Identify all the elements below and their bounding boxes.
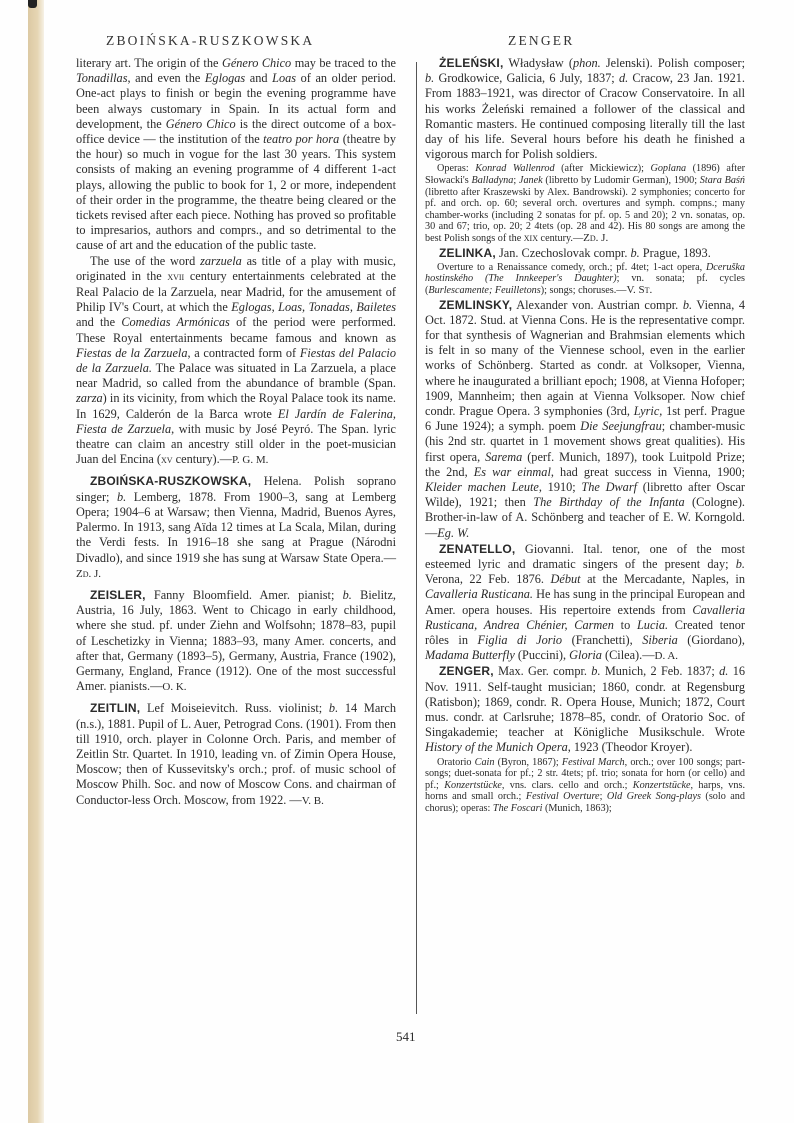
italic-run: Siberia [642, 633, 678, 648]
contributor-initials: V. B. [301, 794, 324, 807]
text-run: Lef Moiseievitch. Russ. violinist; [140, 701, 329, 716]
entry-zelinka [425, 246, 745, 261]
column-divider [416, 62, 417, 1014]
entry-zeisler [76, 588, 396, 695]
small-caps-run: xix [523, 231, 538, 244]
text-run: may be traced to the [291, 56, 396, 70]
italic-run: phon. [573, 56, 601, 70]
text-run: Created tenor rôles in [425, 617, 746, 648]
small-caps-run: xv [161, 454, 173, 467]
text-run: (Giordano), [677, 633, 745, 648]
text-run: (perf. Munich, 1897), took Luitpold Prize; the 2nd, [425, 449, 745, 479]
italic-run: Goplana [650, 163, 687, 175]
text-run: (solo and chorus); operas: [425, 791, 745, 815]
text-run: Oratorio [437, 756, 475, 768]
text-run: , had great success in Vienna, 1900; [550, 464, 745, 479]
italic-run: Loas [272, 71, 297, 86]
text-run: (Cilea).— [601, 648, 655, 663]
text-run: century).— [172, 452, 233, 467]
text-run: and [245, 71, 273, 86]
italic-run: Festival Overture [525, 791, 600, 803]
text-run: Lemberg, 1878. From 1900–3, sang at Lemberg Opera; 1904–6 at Warsaw; then Vienna, Madrid, Buenos Ayres, Palermo. In 1913, sang Aïda 12 times at La Scala, Milan, during the Verdi fests. In 1916–18 she sang at Prague (Národni Divadlo), and since 1919 she has sung at Warsaw State Opera.— [76, 489, 396, 565]
entry-zboinska [76, 474, 396, 581]
italic-run: Balladyna [471, 175, 514, 187]
text-run: Bielitz, Austria, 16 July, 1863. Went to Chicago in early childhood, where she stud. pf. under Ziehn and Wolfsohn; 1878–83, pupil of Leschetizky in Vienna; 1883–93, many Amer. concerts, and after that, Germany (1893–5), Germany, Austria, France (1902), Germany, England, France (1912). One of the most successful Amer. pianists.— [76, 587, 397, 694]
entry-zeitlin [76, 701, 396, 808]
italic-run: Es war einmal [473, 464, 551, 479]
entry-headword: ZENGER, [439, 664, 494, 679]
italic-run: b. [630, 245, 640, 260]
running-head-left: ZBOIŃSKA-RUSZKOWSKA [106, 33, 315, 48]
text-run: ; [513, 175, 519, 187]
right-column [425, 56, 745, 816]
text-run: ); songs; choruses.— [540, 284, 627, 296]
text-run: of the period were performed. These Royal entertainments became famous and known as [76, 315, 396, 345]
contributor-initials: D. A. [654, 650, 679, 663]
text-run: Jelenski). Polish composer; [600, 56, 745, 70]
italic-run: Dceruška hostinského (The Innkeeper's Daughter) [425, 261, 745, 285]
italic-run: Tonadillas [76, 71, 128, 86]
contributor-initials: O. K. [162, 681, 187, 694]
italic-run: Cain [474, 756, 495, 768]
text-run: (after Mickiewicz); [554, 163, 651, 175]
entry-zemlinsky [425, 298, 745, 542]
italic-run: El Jardín de Falerina, Fiesta de Zarzuela [76, 406, 397, 436]
text-run: (Byron, 1867); [494, 756, 562, 768]
italic-run: Fiestas del Palacio de la Zarzuela. [76, 345, 396, 376]
text-run: Jan. Czechoslovak compr. [495, 245, 631, 260]
text-run: century entertainments celebrated at the Real Palacio de la Zarzuela, near Madrid, for the amusement of Philip IV's Court, at which the [76, 268, 396, 315]
italic-run: b. [342, 587, 352, 602]
text-run: to [613, 617, 637, 632]
italic-run: Konrad Wallenrod [475, 163, 555, 175]
text-run: Fanny Bloomfield. Amer. pianist; [145, 587, 343, 602]
text-run: (libretto by Ludomir German), 1900; [542, 175, 700, 187]
italic-run: Die Seejungfrau [580, 419, 662, 434]
text-run: Cracow, 23 Jan. 1921. From 1883–1921, was director of Cracow Conservatoire. In all his works Żeleński remained a follower of the classical and Romantic masters. He continued composing literally till the last day of his life. Several hours before his death he finished a vigorous march for Polish soldiers. [425, 71, 746, 162]
italic-run: History of the Munich Opera [425, 740, 568, 755]
italic-run: Festival March [561, 756, 625, 768]
text-run: Grodkowice, Galicia, 6 July, 1837; [434, 71, 619, 86]
italic-run: d. [719, 664, 729, 679]
works-list-zelinka [425, 262, 745, 297]
text-run: Overture to a Renaissance comedy, orch.; pf. 4tet; 1-act opera, [437, 261, 706, 273]
entry-headword: ZEISLER, [90, 587, 146, 602]
text-run: of an older period. One-act plays to finish or begin the evening programme have been always customary in Spain. In its actual form and development, the [76, 71, 396, 131]
text-run: , vns. clars. cello and orch.; [501, 779, 633, 791]
page-number: 541 [396, 1029, 416, 1044]
italic-run: The Foscari [492, 803, 543, 815]
italic-run: Stara Baśń [699, 175, 745, 187]
text-run: Helena. Polish soprano singer; [76, 474, 396, 504]
italic-run: b. [591, 664, 601, 679]
text-run: 14 March (n.s.), 1881. Pupil of L. Auer, Petrograd Cons. (1901). From then till 1910, orch. player in Colonne Orch. Paris, and member of Zeitlin Str. Quartet. In 1910, leading vn. of Zimin Opera House, Moscow; then of Kussevitsky's orch.; prof. of music school of Moscow Philh. Soc. and now of Moscow Cons. and chairman of Conductor-less Orch. Moscow, from 1922. — [76, 701, 396, 807]
text-run: Verona, 22 Feb. 1876. [425, 572, 551, 587]
text-run: , 1910; [538, 480, 582, 494]
contributor-initials: V. St. [626, 283, 653, 296]
entry-headword: ZELINKA, [439, 245, 496, 260]
text-run: Prague, 1893. [639, 245, 711, 260]
italic-run: b. [735, 557, 745, 572]
italic-run: Figlia di Jorio [477, 633, 563, 648]
italic-run: Konzertstücke [444, 779, 502, 791]
small-caps-run: xvii [167, 270, 185, 283]
text-run: Giovanni. Ital. tenor, one of the most esteemed lyric and dramatic singers of the present day; [425, 541, 745, 572]
text-run: ; chamber-music (his 2nd str. quartet in 1 movement shows great qualities). His first opera, [425, 419, 746, 464]
italic-run: b. [117, 489, 127, 504]
text-run: He has sung in the principal European and Amer. opera houses. His repertoire extends from [425, 587, 745, 617]
text-run: ) in its vicinity, from which the Royal Palace took its name. In 1629, Calderón de la Barca wrote [76, 391, 396, 421]
italic-run: d. [618, 71, 629, 86]
text-run: ; vn. sonata; pf. cycles ( [425, 273, 745, 296]
text-run: The Palace was situated in La Zarzuela, a place near Madrid, so called from the abundance of bramble (Span. [76, 361, 397, 391]
zarzuela-paragraph-1 [76, 56, 396, 254]
text-run: (Munich, 1863); [542, 803, 612, 815]
italic-run: Comedias Armónicas [121, 315, 230, 330]
italic-run: Début [550, 572, 581, 587]
text-run: Alexander von. Austrian compr. [512, 297, 683, 312]
entry-zelenski [425, 56, 745, 162]
text-run: , with music by José Peyró. The Span. lyric theatre can claim an ancestry still older in the poet-musician Juan del Encina ( [76, 421, 396, 467]
italic-run: Janek [518, 175, 543, 187]
page-edge-binding [28, 0, 44, 1123]
text-run: century.— [538, 232, 584, 244]
text-run: at the Mercadante, Naples, in [580, 572, 745, 587]
text-run: Max. Ger. compr. [493, 664, 592, 679]
text-run: (Franchetti), [562, 633, 643, 648]
text-run: literary art. The origin of the [76, 56, 222, 70]
text-run: is the direct outcome of a box-office device — the institution of the [76, 116, 396, 147]
italic-run: Kleider machen Leute [425, 480, 539, 494]
italic-run: Sarema [485, 449, 523, 464]
scan-mark [28, 0, 37, 8]
text-run: , and even the [127, 71, 205, 86]
text-run: Vienna, 4 Oct. 1872. Stud. at Vienna Cons. He is the representative compr. for that synthesis of Wagnerian and Brahmsian elements which is felt in so many of the Viennese school, even in the earlier works of Schönberg. Started as condr. at Volksoper, Vienna, where he inaugurated a brilliant epoch; 1908, at Vienna Hofoper; 1909, Mannheim; then again at Vienna Volksoper. Now chief condr. Prague Opera. 3 symphonies (3rd, [425, 297, 746, 418]
italic-run: b. [328, 701, 339, 716]
running-head-right: ZENGER [508, 33, 575, 48]
italic-run: Konzertstücke [632, 779, 691, 791]
italic-run: Lyric, [633, 403, 663, 418]
contributor-initials: Zd. J. [583, 231, 609, 244]
text-run: Operas: [437, 163, 476, 175]
italic-run: Cavalleria Rusticana. [425, 587, 533, 602]
italic-run: b. [682, 297, 693, 312]
italic-run: Fiestas de la Zarzuela [76, 345, 188, 360]
left-column [76, 56, 396, 809]
text-run: 1st perf. Prague 6 June 1924); a symph. poem [425, 403, 746, 434]
text-run: The use of the word [90, 253, 201, 268]
italic-run: Madama Butterfly [425, 648, 515, 663]
text-run: Władysław ( [503, 56, 574, 70]
entry-zenatello [425, 542, 745, 665]
entry-headword: ZBOIŃSKA-RUSZKOWSKA, [90, 474, 252, 489]
text-run: , orch.; over 100 songs; part-songs; duet-sonata for pf.; 2 str. 4tets; pf. trio; sonata for horn (or cello) and pf.; [425, 756, 745, 791]
italic-run: Old Greek Song-plays [606, 791, 701, 803]
text-run: (Puccini), [514, 648, 570, 663]
text-run: , harps, vns. horns and small orch.; [425, 779, 745, 803]
entry-headword: ŻELEŃSKI, [439, 56, 504, 70]
text-run: Munich, 2 Feb. 1837; [600, 664, 720, 679]
text-run: ; [599, 791, 607, 803]
text-run: (Cologne). Brother-in-law of A. Schönberg and teacher of E. W. Korngold.— [425, 495, 745, 540]
italic-run: zarza [76, 391, 103, 406]
italic-run: The Dwarf [581, 480, 638, 494]
italic-run: Lucia. [636, 617, 669, 632]
text-run: (1896) after Słowacki's [425, 163, 745, 187]
italic-run: Gloria [569, 648, 602, 663]
text-run: and the [76, 315, 122, 330]
entry-headword: ZENATELLO, [439, 541, 516, 556]
italic-run: Eg. W. [437, 525, 470, 540]
works-list-zenger [425, 757, 745, 815]
entry-headword: ZEITLIN, [90, 701, 141, 716]
zarzuela-paragraph-2 [76, 254, 396, 469]
italic-run: teatro por hora [263, 132, 340, 147]
contributor-initials: Zd. J. [76, 567, 102, 580]
text-run: , 1923 (Theodor Kroyer). [567, 740, 693, 755]
italic-run: The Birthday of the Infanta [533, 495, 685, 510]
text-run: (libretto after Kraszewski by Alex. Bandrowski). 2 symphonies; concerto for pf. and orch. op. 60; several orch. overtures and symph. compns.; many chamber-works (including 2 sonatas for pf. op. 5 and 20); 2 vn. sonatas, op. 30 and 67; trio, op. 20; 2 4tets (op. 28 and 42). His 80 songs are among the best Polish songs of the [425, 186, 745, 244]
italic-run: Eglogas, Loas, Tonadas, Bailetes [231, 300, 396, 315]
entry-headword: ZEMLINSKY, [439, 297, 513, 312]
text-run: (libretto after Oscar Wilde), 1921; then [425, 480, 745, 510]
italic-run: b. [425, 71, 435, 86]
contributor-initials: P. G. M. [232, 454, 269, 467]
works-list-zelenski [425, 163, 745, 244]
entry-zenger [425, 664, 745, 755]
italic-run: Cavalleria Rusticana, Andrea Chénier, Carmen [425, 602, 745, 632]
italic-run: Burlescamente; Feuilletons [428, 284, 541, 296]
text-run: 16 Nov. 1911. Self-taught musician; 1860, condr. at Regensburg (Ratisbon); 1869, condr. R. Opera House, Munich; 1872, Court mus. condr. at Carlsruhe; 1878–85, condr. of Oratorio Soc. of Singakademie; teacher at Königliche Musikschule. Wrote [425, 664, 745, 740]
italic-run: Género Chico [165, 116, 236, 131]
italic-run: Género Chico [221, 56, 292, 70]
text-run: , a contracted form of [187, 345, 300, 360]
text-run: (theatre by the hour) so much in vogue for the last 30 years. This system consists of making an evening programme of 4 different 1-act plays, allowing the public to book for 1, 2 or more, independent of their order in the programme, the theatre being cleared or the tickets revised after each piece. Nothing has proved so profitable to impresarios, authors and comprs., and so detrimental to the cause of art and the education of the public taste. [76, 132, 396, 253]
italic-run: Eglogas [204, 71, 246, 86]
text-run: as title of a play with music, originated in the [76, 253, 396, 283]
italic-run: zarzuela [200, 253, 242, 268]
